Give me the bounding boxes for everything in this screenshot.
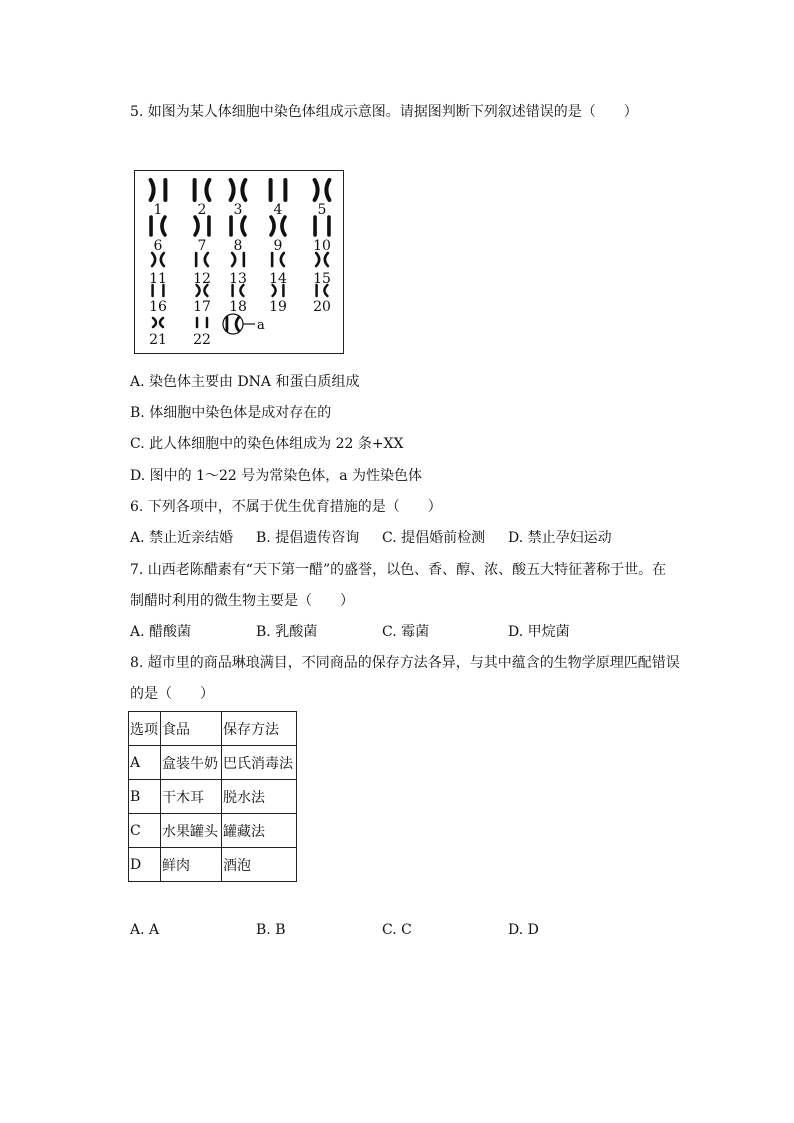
q8-stem-line2: 的是（ ） — [130, 686, 214, 702]
table-cell: 盒装牛奶 — [161, 746, 222, 780]
table-cell: 水果罐头 — [161, 814, 222, 848]
q7-option-b: B. 乳酸菌 — [256, 624, 318, 640]
chromosome-number: 3 — [233, 202, 243, 218]
chromosome-number: 19 — [269, 299, 287, 315]
chromosome-pair — [271, 217, 285, 235]
chromosome-number: 18 — [229, 299, 247, 315]
chromosome-number: 11 — [149, 271, 167, 287]
chromosome-pair — [153, 318, 163, 327]
table-row — [129, 746, 297, 780]
table-cell: C — [129, 814, 161, 848]
table-cell: D — [129, 848, 161, 882]
chromosome-pair — [271, 180, 286, 200]
sex-chromosome-label: a — [257, 318, 265, 333]
chromosome-pair — [196, 253, 208, 266]
q8-option-d: D. D — [508, 922, 539, 938]
table-header-cell: 保存方法 — [222, 712, 297, 746]
q7-option-d: D. 甲烷菌 — [508, 624, 570, 640]
table-row — [129, 814, 297, 848]
chromosome-number: 4 — [273, 202, 283, 218]
q8-option-a: A. A — [130, 922, 160, 938]
chromosome-number: 22 — [193, 332, 211, 348]
chromosome-pair — [195, 180, 210, 200]
chromosome-pair — [227, 317, 239, 331]
chromosome-number: 5 — [317, 202, 327, 218]
chromosome-number: 12 — [193, 271, 211, 287]
chromosome-number: 17 — [193, 299, 211, 315]
table-cell: 鲜肉 — [161, 848, 222, 882]
q8-option-b: B. B — [256, 922, 286, 938]
table-cell: 巴氏消毒法 — [222, 746, 297, 780]
chromosome-pair — [195, 217, 209, 235]
chromosome-pair — [151, 217, 165, 235]
chromosome-pair — [272, 253, 284, 266]
table-cell: 罐藏法 — [222, 814, 297, 848]
chromosome-pair — [152, 253, 164, 266]
table-cell: 干木耳 — [161, 780, 222, 814]
q8-stem-line1: 8. 超市里的商品琳琅满目，不同商品的保存方法各异，与其中蕴含的生物学原理匹配错误 — [130, 655, 680, 671]
chromosome-number: 13 — [229, 271, 247, 287]
table-header-cell: 选项 — [129, 712, 161, 746]
q6-option-c: C. 提倡婚前检测 — [382, 530, 486, 546]
table-header-cell: 食品 — [161, 712, 222, 746]
chromosome-number: 10 — [313, 238, 331, 254]
chromosome-pair — [197, 318, 207, 327]
chromosome-number: 15 — [313, 271, 331, 287]
chromosome-number: 8 — [233, 238, 243, 254]
table-cell: A — [129, 746, 161, 780]
chromosome-pair — [151, 180, 166, 200]
q6-option-a: A. 禁止近亲结婚 — [130, 530, 234, 546]
chromosome-pair — [232, 253, 244, 266]
food-preservation-table — [128, 711, 297, 882]
chromosome-number: 6 — [153, 238, 163, 254]
chromosome-number: 20 — [313, 299, 331, 315]
table-row — [129, 848, 297, 882]
chromosome-number: 14 — [269, 271, 287, 287]
q6-option-b: B. 提倡遗传咨询 — [256, 530, 360, 546]
chromosome-pair — [315, 180, 330, 200]
q5-option-a: A. 染色体主要由 DNA 和蛋白质组成 — [130, 374, 360, 390]
q5-option-c: C. 此人体细胞中的染色体组成为 22 条+XX — [130, 436, 404, 452]
table-row — [129, 780, 297, 814]
q5-stem: 5. 如图为某人体细胞中染色体组成示意图。请据图判断下列叙述错误的是（ ） — [130, 104, 638, 120]
karyotype-diagram — [135, 171, 343, 353]
chromosome-number: 9 — [273, 238, 283, 254]
table-cell: B — [129, 780, 161, 814]
chromosome-number: 21 — [149, 332, 167, 348]
q7-stem-line2: 制醋时利用的微生物主要是（ ） — [130, 593, 354, 609]
chromosome-number: 16 — [149, 299, 167, 315]
table-cell: 酒泡 — [222, 848, 297, 882]
table-cell: 脱水法 — [222, 780, 297, 814]
q5-option-b: B. 体细胞中染色体是成对存在的 — [130, 405, 332, 421]
table-header-row — [129, 712, 297, 746]
q6-stem: 6. 下列各项中，不属于优生优育措施的是（ ） — [130, 499, 442, 515]
q6-option-d: D. 禁止孕妇运动 — [508, 530, 612, 546]
chromosome-number: 7 — [197, 238, 207, 254]
chromosome-pair — [231, 180, 246, 200]
q8-option-c: C. C — [382, 922, 412, 938]
chromosome-number: 2 — [197, 202, 207, 218]
q7-option-c: C. 霉菌 — [382, 624, 430, 640]
chromosome-pair — [315, 217, 329, 235]
q5-option-d: D. 图中的 1～22 号为常染色体，a 为性染色体 — [130, 468, 423, 484]
chromosome-pair — [316, 253, 328, 266]
q7-option-a: A. 醋酸菌 — [130, 624, 192, 640]
chromosome-number: 1 — [153, 202, 163, 218]
q7-stem-line1: 7. 山西老陈醋素有“天下第一醋”的盛誉，以色、香、醇、浓、酸五大特征著称于世。在 — [130, 562, 667, 578]
karyotype-figure — [134, 170, 344, 354]
chromosome-pair — [231, 217, 245, 235]
